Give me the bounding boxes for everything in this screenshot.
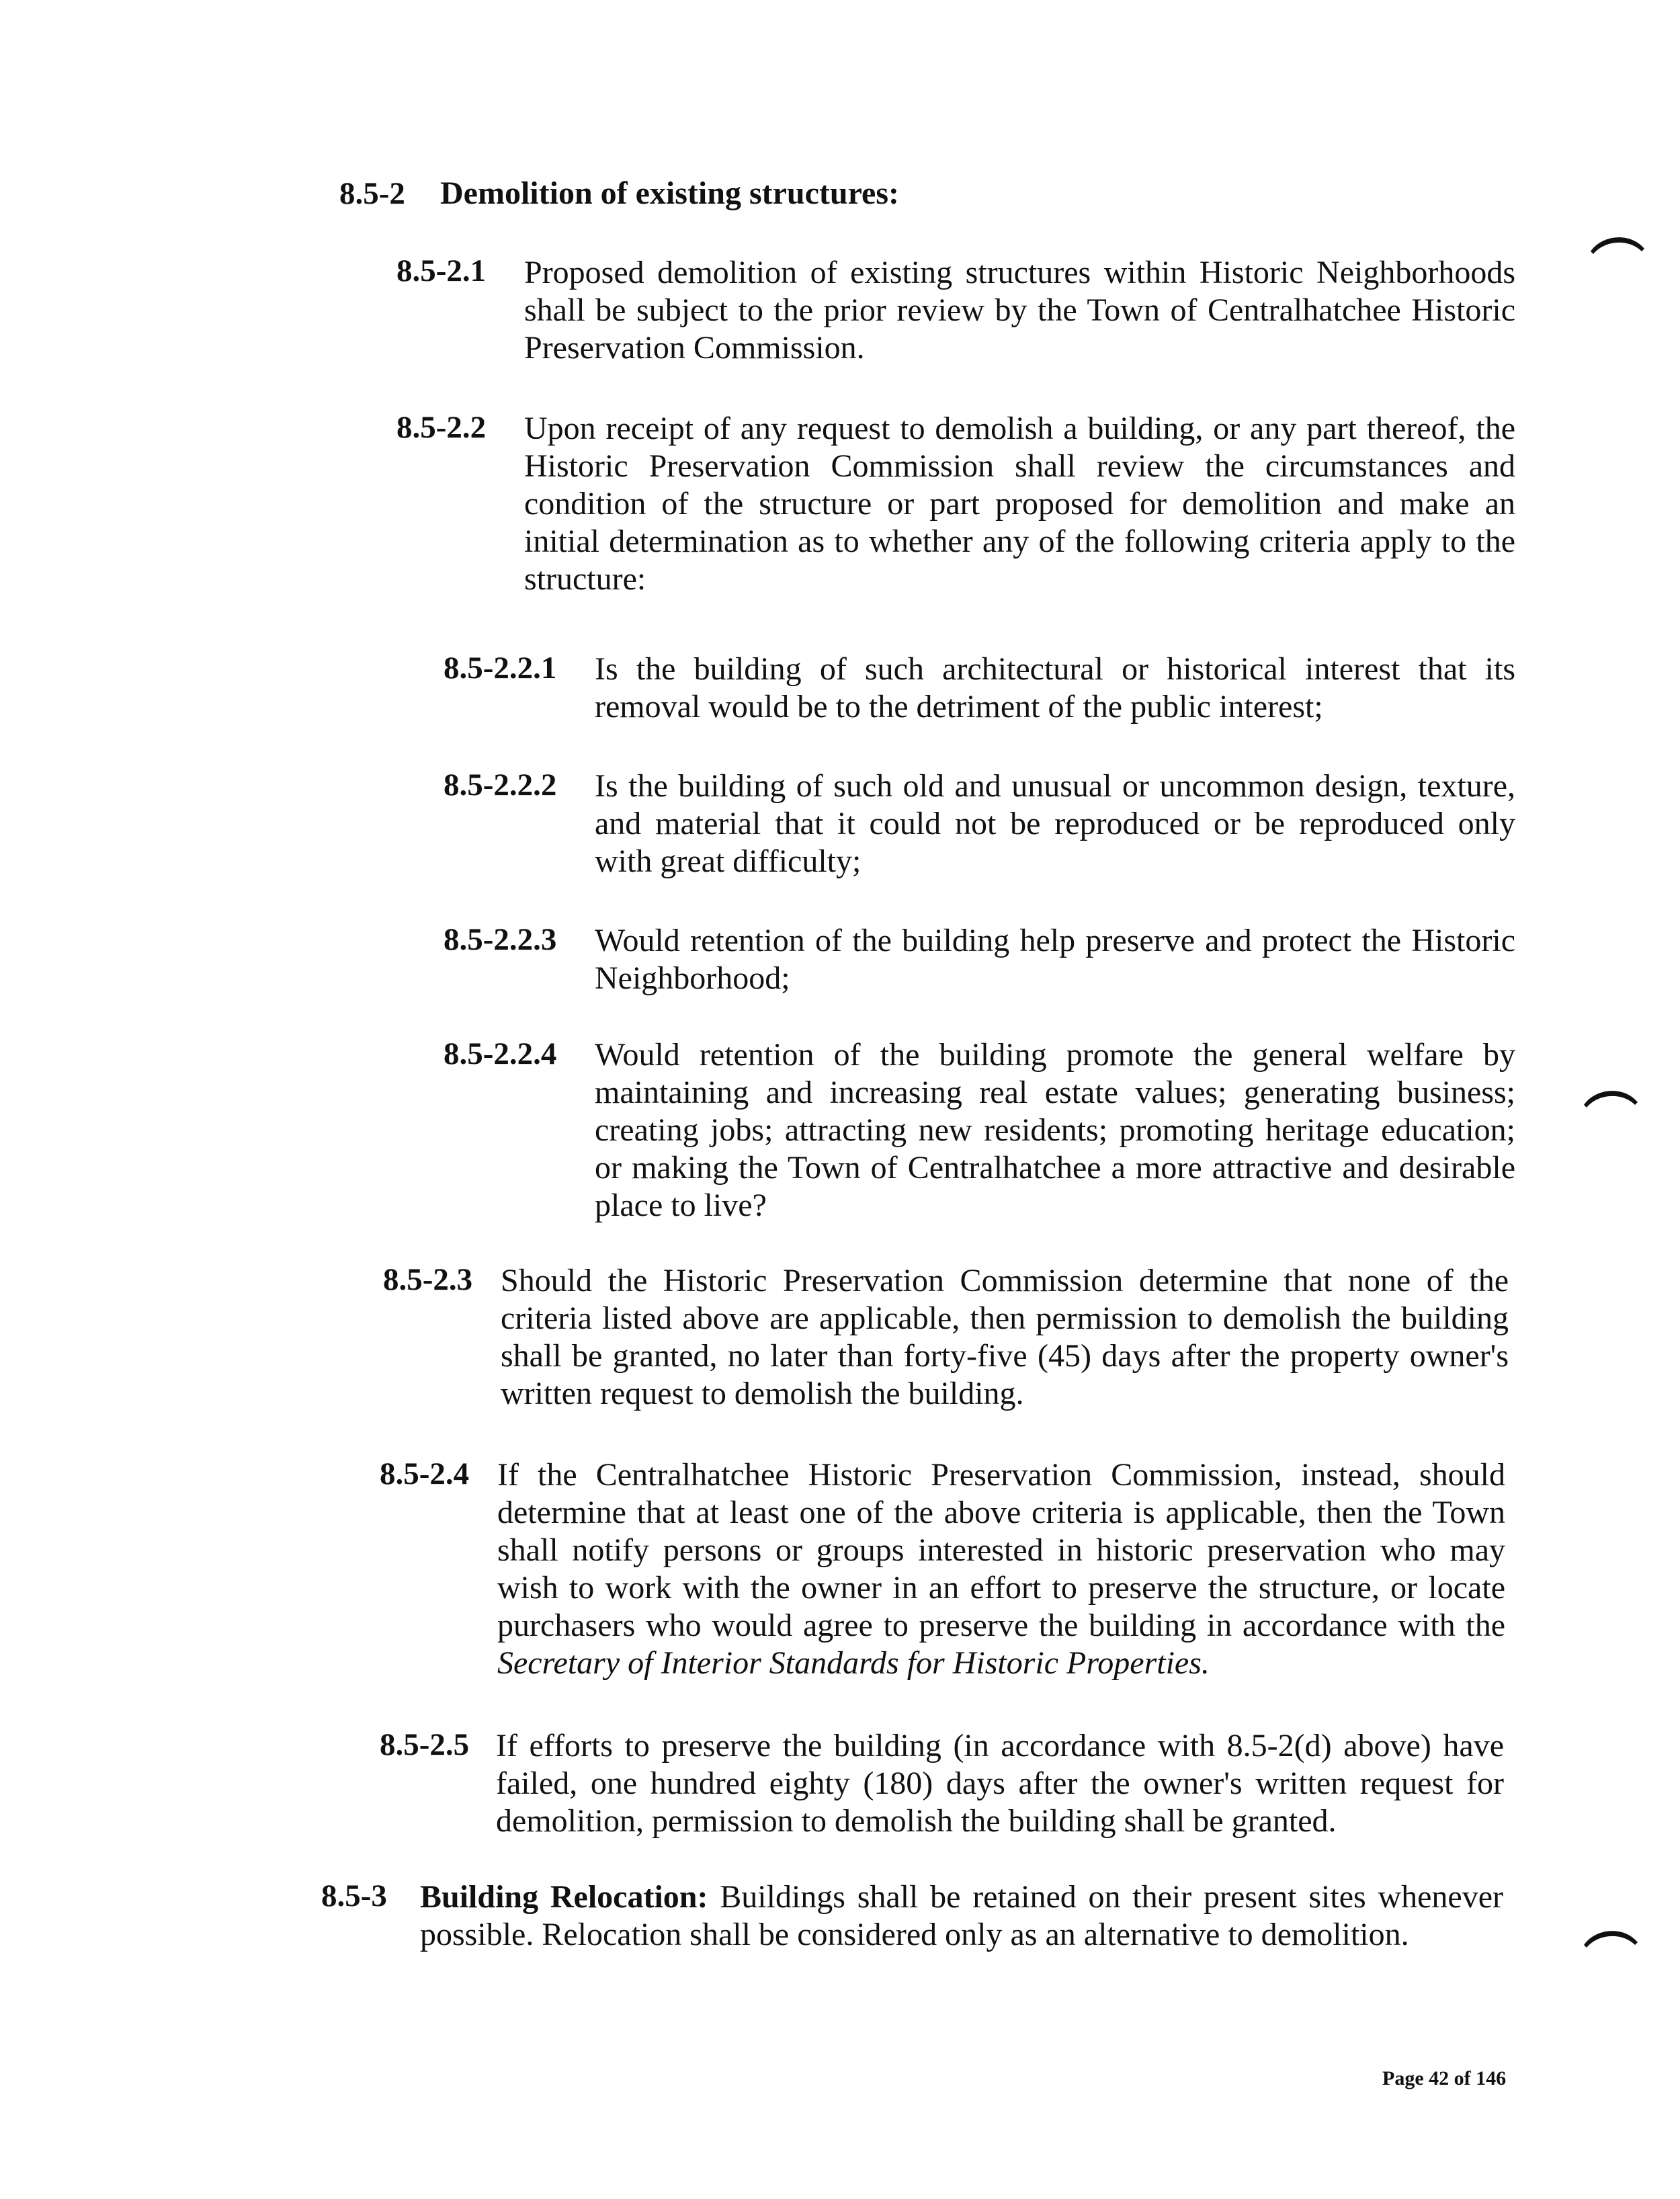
section-heading: Demolition of existing structures: <box>440 175 900 211</box>
subsection-number: 8.5-2.4 <box>380 1456 470 1491</box>
text-line: removal would be to the detriment of the public interest; <box>595 689 1323 724</box>
subsection-number: 8.5-2.5 <box>380 1727 470 1762</box>
subsection-number: 8.5-2.1 <box>396 253 487 288</box>
criterion-text <box>595 767 1515 880</box>
text-line: shall be granted, no later than forty-five (45) days after the property owner's <box>501 1338 1509 1374</box>
italic-reference-line: Secretary of Interior Standards for Historic Properties. <box>497 1645 1210 1681</box>
text-line: Neighborhood; <box>595 960 790 996</box>
text-line: shall be subject to the prior review by the Town of Centralhatchee Historic <box>524 292 1515 328</box>
criterion-number: 8.5-2.2.3 <box>444 922 557 957</box>
section-heading: Building Relocation: <box>420 1879 708 1915</box>
text-line: Is the building of such old and unusual or uncommon design, texture, <box>595 768 1515 804</box>
text-line: place to live? <box>595 1188 767 1223</box>
text-line: Upon receipt of any request to demolish a building, or any part thereof, the <box>524 411 1515 446</box>
binder-hole-mark-icon <box>1589 229 1646 255</box>
text-line: Is the building of such architectural or historical interest that its <box>595 651 1515 687</box>
subsection-number: 8.5-2.3 <box>383 1262 473 1297</box>
text-line: Proposed demolition of existing structures within Historic Neighborhoods <box>524 255 1515 290</box>
text-line: possible. Relocation shall be considered only as an alternative to demolition. <box>420 1917 1409 1952</box>
section-text <box>420 1878 1503 1954</box>
text-line: creating jobs; attracting new residents; promoting heritage education; <box>595 1112 1515 1148</box>
page-number: Page 42 of 146 <box>1382 2067 1507 2089</box>
criterion-number: 8.5-2.2.2 <box>444 767 557 802</box>
subsection-text <box>524 254 1515 367</box>
text-line: condition of the structure or part proposed for demolition and make an <box>524 486 1515 522</box>
text-line: initial determination as to whether any of the following criteria apply to the <box>524 524 1515 559</box>
section-number: 8.5-2 <box>339 176 405 211</box>
text-line: written request to demolish the building. <box>501 1376 1024 1411</box>
text-line: demolition, permission to demolish the building shall be granted. <box>496 1803 1337 1839</box>
text-line: structure: <box>524 561 646 597</box>
text-line: maintaining and increasing real estate values; generating business; <box>595 1075 1515 1110</box>
text-line: If the Centralhatchee Historic Preservation Commission, instead, should <box>497 1457 1505 1493</box>
text-line: or making the Town of Centralhatchee a more attractive and desirable <box>595 1150 1515 1186</box>
text-line: and material that it could not be reproduced or be reproduced only <box>595 806 1515 841</box>
subsection-text <box>501 1262 1509 1413</box>
text-line: with great difficulty; <box>595 843 862 879</box>
subsection-number: 8.5-2.2 <box>396 410 487 445</box>
section-lead-text: Buildings shall be retained on their present sites whenever <box>720 1879 1504 1915</box>
text-line: shall notify persons or groups interested in historic preservation who may <box>497 1532 1505 1568</box>
text-line: criteria listed above are applicable, then permission to demolish the building <box>501 1300 1509 1336</box>
text-line: Would retention of the building promote the general welfare by <box>595 1037 1515 1073</box>
text-line: Would retention of the building help preserve and protect the Historic <box>595 923 1515 958</box>
criterion-number: 8.5-2.2.1 <box>444 651 557 686</box>
text-line: wish to work with the owner in an effort to preserve the structure, or locate <box>497 1570 1505 1606</box>
binder-hole-mark-icon <box>1583 1922 1639 1949</box>
criterion-text <box>595 922 1515 997</box>
text-line: purchasers who would agree to preserve the building in accordance with the <box>497 1608 1505 1643</box>
text-line: Preservation Commission. <box>524 330 865 366</box>
binder-hole-mark-icon <box>1583 1082 1639 1109</box>
subsection-text <box>524 410 1515 598</box>
criterion-text <box>595 1036 1515 1225</box>
text-line <box>420 1878 1503 1916</box>
text-line: Should the Historic Preservation Commission determine that none of the <box>501 1263 1509 1298</box>
text-line: failed, one hundred eighty (180) days after the owner's written request for <box>496 1766 1504 1801</box>
text-line: determine that at least one of the above criteria is applicable, then the Town <box>497 1495 1505 1530</box>
criterion-text <box>595 651 1515 726</box>
text-line: If efforts to preserve the building (in accordance with 8.5-2(d) above) have <box>496 1728 1504 1764</box>
subsection-text <box>497 1456 1505 1682</box>
subsection-text <box>496 1727 1504 1840</box>
text-line: Historic Preservation Commission shall review the circumstances and <box>524 448 1515 484</box>
section-number: 8.5-3 <box>321 1878 387 1913</box>
criterion-number: 8.5-2.2.4 <box>444 1036 557 1071</box>
